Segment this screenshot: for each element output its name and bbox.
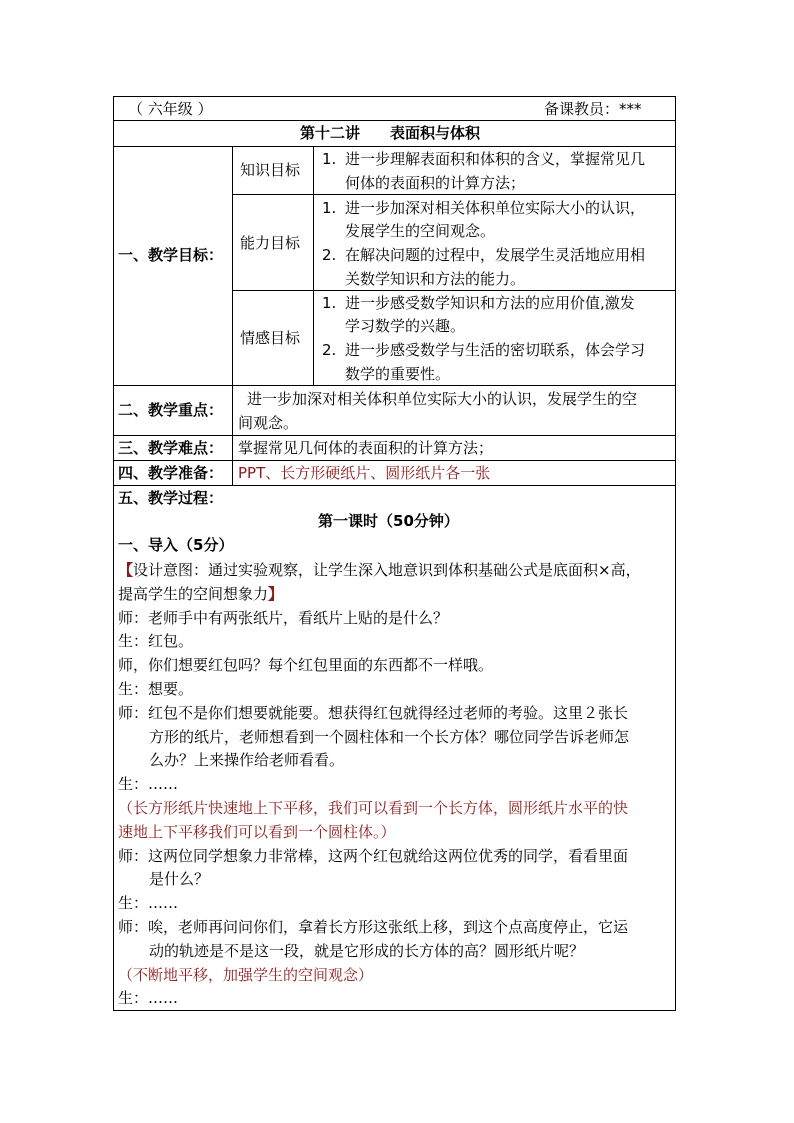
- dialogue-line: 提高学生的空间想象力】: [118, 584, 284, 603]
- process-label: 五、教学过程：: [118, 489, 224, 507]
- ability-label: 能力目标: [240, 234, 301, 252]
- dialogue-line: 是什么？: [149, 870, 210, 889]
- objectives-label: 一、教学目标：: [118, 246, 224, 264]
- intro-title: 一、导入（5分）: [118, 536, 234, 554]
- dialogue-line: 生：红包。: [118, 632, 194, 651]
- dialogue-line: 生：……: [118, 894, 179, 913]
- knowledge-label: 知识目标: [240, 161, 301, 179]
- difficulty-label: 三、教学难点：: [118, 439, 224, 457]
- session-title: 第一课时（50分钟）: [318, 512, 459, 530]
- grade-label: （ 六年级 ）: [128, 100, 213, 118]
- difficulty-text: 掌握常见几何体的表面积的计算方法；: [238, 439, 494, 457]
- dialogue-line: 师：红包不是你们想要就能要。想获得红包就得经过老师的考验。这里２张长: [118, 703, 629, 722]
- dialogue-line: 师，你们想要红包吗？每个红包里面的东西都不一样哦。: [118, 656, 494, 675]
- dialogue-line: （不断地平移，加强学生的空间观念）: [118, 965, 374, 984]
- dialogue-line: 生：想要。: [118, 680, 194, 698]
- dialogue-line: 动的轨迹是不是这一段，就是它形成的长方体的高？圆形纸片呢？: [149, 941, 585, 960]
- preparation-label: 四、教学准备：: [118, 464, 224, 482]
- dialogue-line: 么办？上来操作给老师看看。: [149, 751, 345, 770]
- teacher-label: 备课教员：***: [544, 100, 642, 118]
- dialogue-line: 方形的纸片，老师想看到一个圆柱体和一个长方体？哪位同学告诉老师怎: [149, 727, 630, 746]
- key-point-label: 二、教学重点：: [118, 401, 224, 419]
- dialogue-line: 生：……: [118, 775, 179, 794]
- dialogue-line: （长方形纸片快速地上下平移，我们可以看到一个长方体，圆形纸片水平的快: [118, 799, 629, 817]
- preparation-text: PPT、长方形硬纸片、圆形纸片各一张: [238, 464, 491, 482]
- dialogue-line: 【设计意图：通过实验观察，让学生深入地意识到体积基础公式是底面积×高，: [118, 561, 641, 579]
- dialogue-line: 速地上下平移我们可以看到一个圆柱体。）: [118, 822, 396, 841]
- dialogue-line: 生：……: [118, 989, 179, 1008]
- key-point-text-line2: 间观念。: [238, 414, 299, 432]
- dialogue-line: 师：唉，老师再问问你们，拿着长方形这张纸上移，到这个点高度停止，它运: [118, 918, 629, 936]
- dialogue-line: 师：老师手中有两张纸片，看纸片上贴的是什么？: [118, 608, 449, 627]
- dialogue-line: 师：这两位同学想象力非常棒，这两个红包就给这两位优秀的同学，看看里面: [118, 846, 629, 865]
- key-point-text-line1: 进一步加深对相关体积单位实际大小的认识，发展学生的空: [247, 390, 638, 408]
- lesson-title: 第十二讲 表面积与体积: [300, 124, 481, 142]
- emotion-label: 情感目标: [240, 329, 301, 347]
